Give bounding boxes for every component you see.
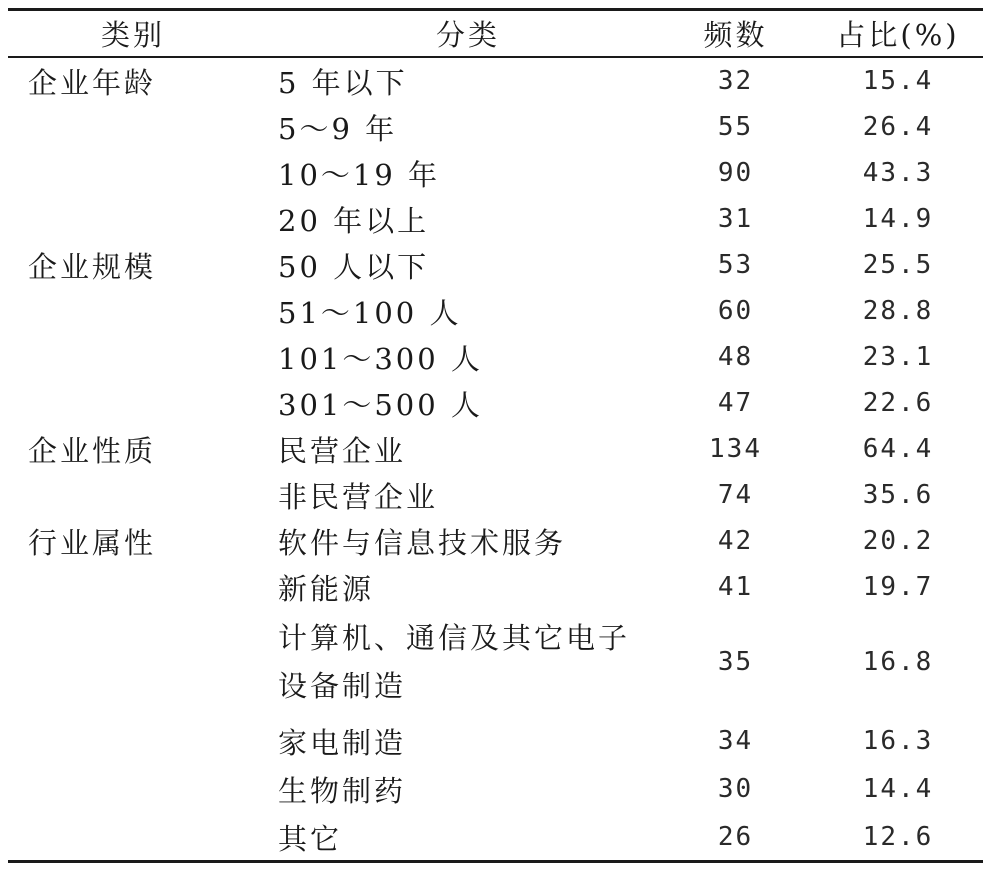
subcategory-cell: 新能源 [278, 571, 375, 606]
percent-cell: 16.8 [862, 647, 934, 677]
frequency-cell: 32 [717, 66, 754, 96]
percent-cell: 15.4 [862, 66, 934, 96]
table-row [8, 612, 983, 712]
table-row [8, 766, 983, 812]
subcategory-cell: 101～300 人 [278, 341, 483, 376]
subcategory-line-2: 设备制造 [278, 669, 407, 703]
subcategory-cell: 民营企业 [278, 433, 407, 468]
category-cell: 企业年龄 [28, 65, 157, 100]
frequency-cell: 53 [717, 250, 754, 280]
subcategory-cell: 软件与信息技术服务 [278, 525, 567, 560]
frequency-cell: 55 [717, 112, 754, 142]
subcategory-cell [278, 612, 678, 712]
table-row [8, 718, 983, 764]
header-percent: 占比(%) [836, 18, 960, 52]
percent-cell: 19.7 [862, 572, 934, 602]
header-category: 类别 [100, 18, 165, 52]
percent-cell: 26.4 [862, 112, 934, 142]
table-row [8, 58, 983, 104]
category-cell [28, 718, 258, 764]
subcategory-cell: 其它 [278, 821, 343, 856]
category-cell [28, 150, 258, 196]
table-row [8, 814, 983, 860]
table-row [8, 334, 983, 380]
percent-cell: 20.2 [862, 526, 934, 556]
table-row [8, 518, 983, 564]
category-cell [28, 380, 258, 426]
frequency-cell: 74 [717, 480, 754, 510]
category-cell: 行业属性 [28, 525, 157, 560]
frequency-cell: 31 [717, 204, 754, 234]
percent-cell: 22.6 [862, 388, 934, 418]
table-row [8, 380, 983, 426]
frequency-cell: 90 [717, 158, 754, 188]
frequency-cell: 34 [717, 726, 754, 756]
subcategory-cell: 生物制药 [278, 773, 407, 808]
category-cell: 企业规模 [28, 249, 157, 284]
table-row [8, 288, 983, 334]
subcategory-cell: 非民营企业 [278, 479, 439, 514]
header-subcategory: 分类 [435, 18, 500, 52]
percent-cell: 25.5 [862, 250, 934, 280]
frequency-cell: 48 [717, 342, 754, 372]
frequency-cell: 47 [717, 388, 754, 418]
table-row [8, 196, 983, 242]
category-cell [28, 564, 258, 610]
percent-cell: 12.6 [862, 822, 934, 852]
frequency-cell: 41 [717, 572, 754, 602]
percent-cell: 35.6 [862, 480, 934, 510]
frequency-cell: 60 [717, 296, 754, 326]
table-header-row [8, 11, 983, 56]
table-row [8, 104, 983, 150]
percent-cell: 16.3 [862, 726, 934, 756]
subcategory-cell: 家电制造 [278, 725, 407, 760]
category-cell [28, 104, 258, 150]
table-row [8, 472, 983, 518]
subcategory-cell: 20 年以上 [278, 203, 430, 238]
category-cell [28, 766, 258, 812]
category-cell [28, 612, 258, 712]
subcategory-cell: 5～9 年 [278, 111, 398, 146]
category-cell: 企业性质 [28, 433, 157, 468]
subcategory-line-1: 计算机、通信及其它电子 [278, 621, 631, 655]
percent-cell: 64.4 [862, 434, 934, 464]
category-cell [28, 288, 258, 334]
frequency-cell: 26 [717, 822, 754, 852]
percent-cell: 28.8 [862, 296, 934, 326]
subcategory-cell: 50 人以下 [278, 249, 430, 284]
frequency-cell: 30 [717, 774, 754, 804]
category-cell [28, 814, 258, 860]
frequency-cell: 42 [717, 526, 754, 556]
subcategory-cell: 51～100 人 [278, 295, 462, 330]
table-row [8, 150, 983, 196]
percent-cell: 43.3 [862, 158, 934, 188]
category-cell [28, 472, 258, 518]
table-bottom-rule [8, 860, 983, 863]
subcategory-cell: 301～500 人 [278, 387, 483, 422]
table-row [8, 426, 983, 472]
category-cell [28, 334, 258, 380]
header-frequency: 频数 [703, 18, 768, 52]
frequency-cell: 35 [717, 647, 754, 677]
subcategory-cell: 5 年以下 [278, 65, 408, 100]
percent-cell: 14.9 [862, 204, 934, 234]
percent-cell: 23.1 [862, 342, 934, 372]
table-row [8, 242, 983, 288]
table-row [8, 564, 983, 610]
frequency-cell: 134 [709, 434, 762, 464]
category-cell [28, 196, 258, 242]
percent-cell: 14.4 [862, 774, 934, 804]
subcategory-cell: 10～19 年 [278, 157, 441, 192]
